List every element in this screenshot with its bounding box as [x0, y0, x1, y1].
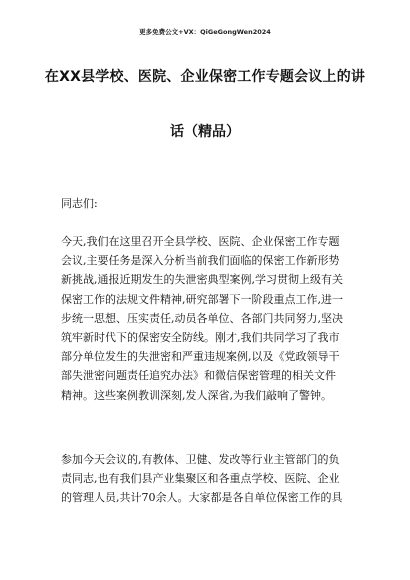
document-title-line-1: 在XX县学校、医院、企业保密工作专题会议上的讲 — [44, 69, 366, 85]
paragraph-line: 责同志,也有我们县产业集聚区和各重点学校、医院、企业 — [61, 472, 340, 486]
salutation — [61, 194, 361, 213]
paragraph-line: 步统一思想、压实责任,动员各单位、各部门共同努力,坚决 — [61, 311, 343, 325]
paragraph-line: 新挑战,通报近期发生的失泄密典型案例,学习贯彻上级有关 — [61, 273, 343, 287]
paragraph-line: 的管理人员,共计70余人。大家都是各自单位保密工作的具 — [61, 491, 343, 505]
paragraph-1 — [61, 232, 361, 405]
paragraph-line: 精神。这些案例教训深刻,发人深省,为我们敲响了警钟。 — [61, 388, 332, 402]
paragraph-2 — [61, 450, 361, 508]
paragraph-line: 参加今天会议的,有教体、卫健、发改等行业主管部门的负 — [61, 453, 340, 466]
paragraph-line: 会议,主要任务是深入分析当前我们面临的保密工作新形势 — [61, 254, 340, 268]
paragraph-line: 部分单位发生的失泄密和严重违规案例,以及《党政领导干 — [61, 350, 340, 364]
header-note: 更多免费公文+VX：QiGeGongWen2024 — [139, 28, 271, 36]
salutation-text: 同志们: — [61, 197, 98, 210]
paragraph-line: 筑牢新时代下的保密安全防线。刚才,我们共同学习了我市 — [61, 330, 340, 344]
document-title-line-2: 话（精品） — [170, 124, 240, 140]
paragraph-line: 今天,我们在这里召开全县学校、医院、企业保密工作专题 — [61, 235, 340, 248]
paragraph-line: 部失泄密问题责任追究办法》和微信保密管理的相关文件 — [61, 369, 336, 383]
paragraph-line: 保密工作的法规文件精神,研究部署下一阶段重点工作,进一 — [61, 292, 343, 306]
